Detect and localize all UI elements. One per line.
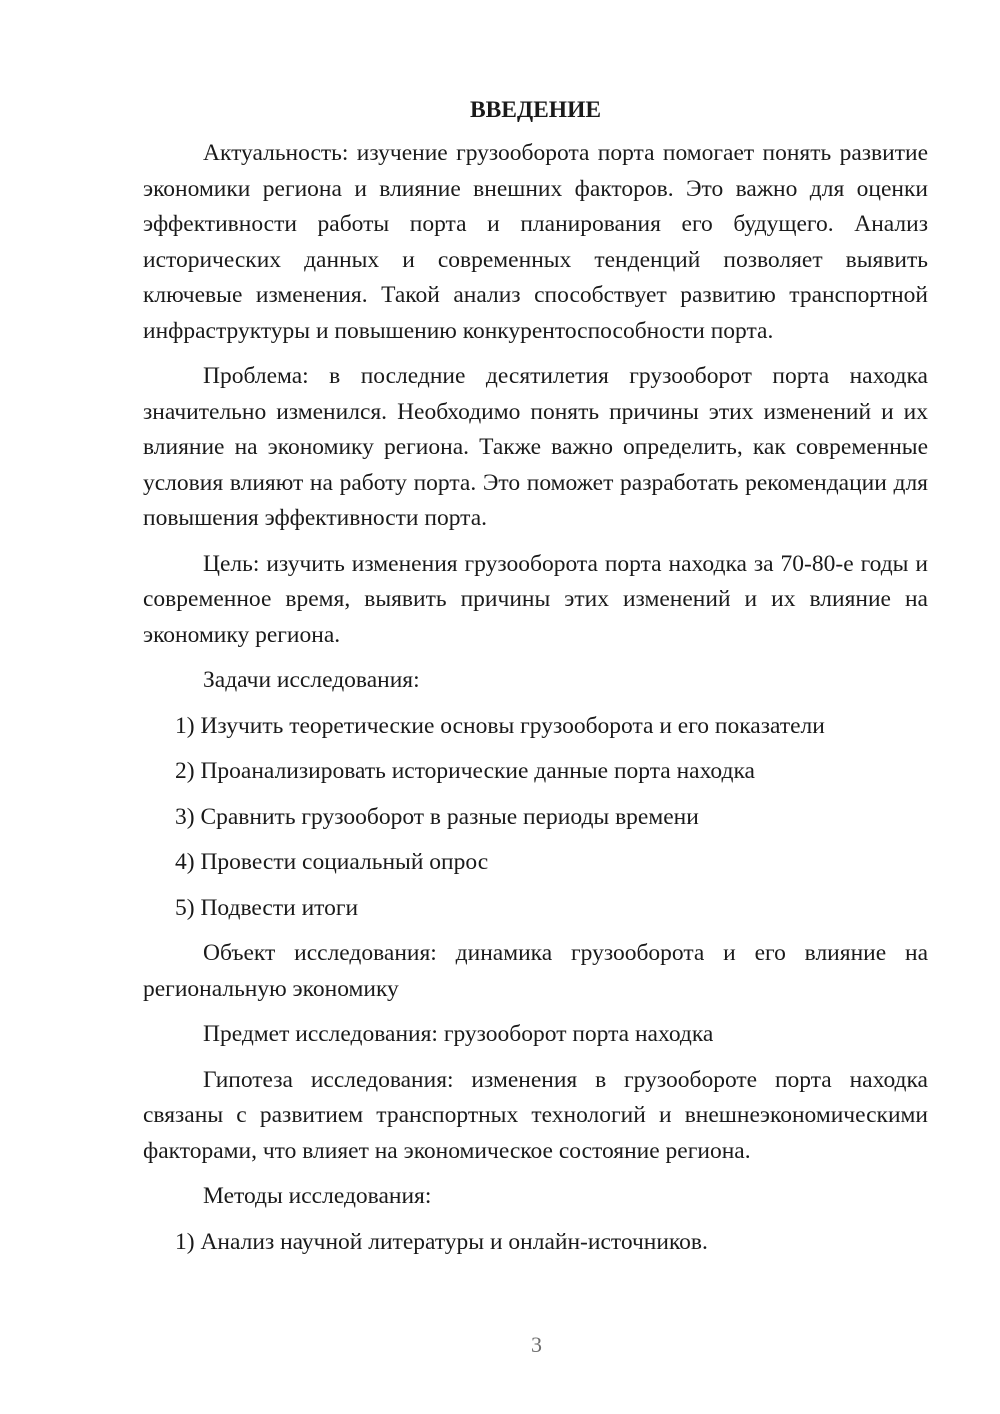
page-content [143,93,928,1270]
task-item-2: 2) Проанализировать исторические данные порта находка [175,758,755,784]
object-paragraph: Объект исследования: динамика грузооборота и его влияние на региональную экономику [143,940,928,1002]
goal-paragraph: Цель: изучить изменения грузооборота порта находка за 70-80-е годы и современное время, выявить причины этих изменений и их влияние на экономику региона. [143,550,928,648]
task-item-4: 4) Провести социальный опрос [175,849,489,875]
page-number: 3 [531,1332,542,1357]
task-item-5: 5) Подвести итоги [175,894,359,921]
tasks-title: Задачи исследования: [203,667,420,693]
hypothesis-paragraph: Гипотеза исследования: изменения в грузообороте порта находка связаны с развитием транспортных технологий и внешнеэкономическими факторами, что влияет на экономическое состояние региона. [143,1066,928,1164]
subject-paragraph: Предмет исследования: грузооборот порта находка [203,1021,714,1047]
task-item-3: 3) Сравнить грузооборот в разные периоды времени [175,803,699,830]
methods-title: Методы исследования: [203,1183,432,1209]
method-item-1: 1) Анализ научной литературы и онлайн-источников. [175,1228,708,1255]
problem-paragraph: Проблема: в последние десятилетия грузооборот порта находка значительно изменился. Необходимо понять причины этих изменений и их влияние на экономику региона. Также важно определить, как современные условия влияют на работу порта. Это поможет разработать рекомендации для повышения эффективности порта. [143,363,928,531]
task-item-1: 1) Изучить теоретические основы грузооборота и его показатели [175,712,825,739]
section-heading: ВВЕДЕНИЕ [469,97,602,123]
relevance-paragraph: Актуальность: изучение грузооборота порта помогает понять развитие экономики региона и влияние внешних факторов. Это важно для оценки эффективности работы порта и планирования его будущего. Анализ исторических данных и современных тенденций позволяет выявить ключевые изменения. Такой анализ способствует развитию транспортной инфраструктуры и повышению конкурентоспособности порта. [143,140,928,344]
